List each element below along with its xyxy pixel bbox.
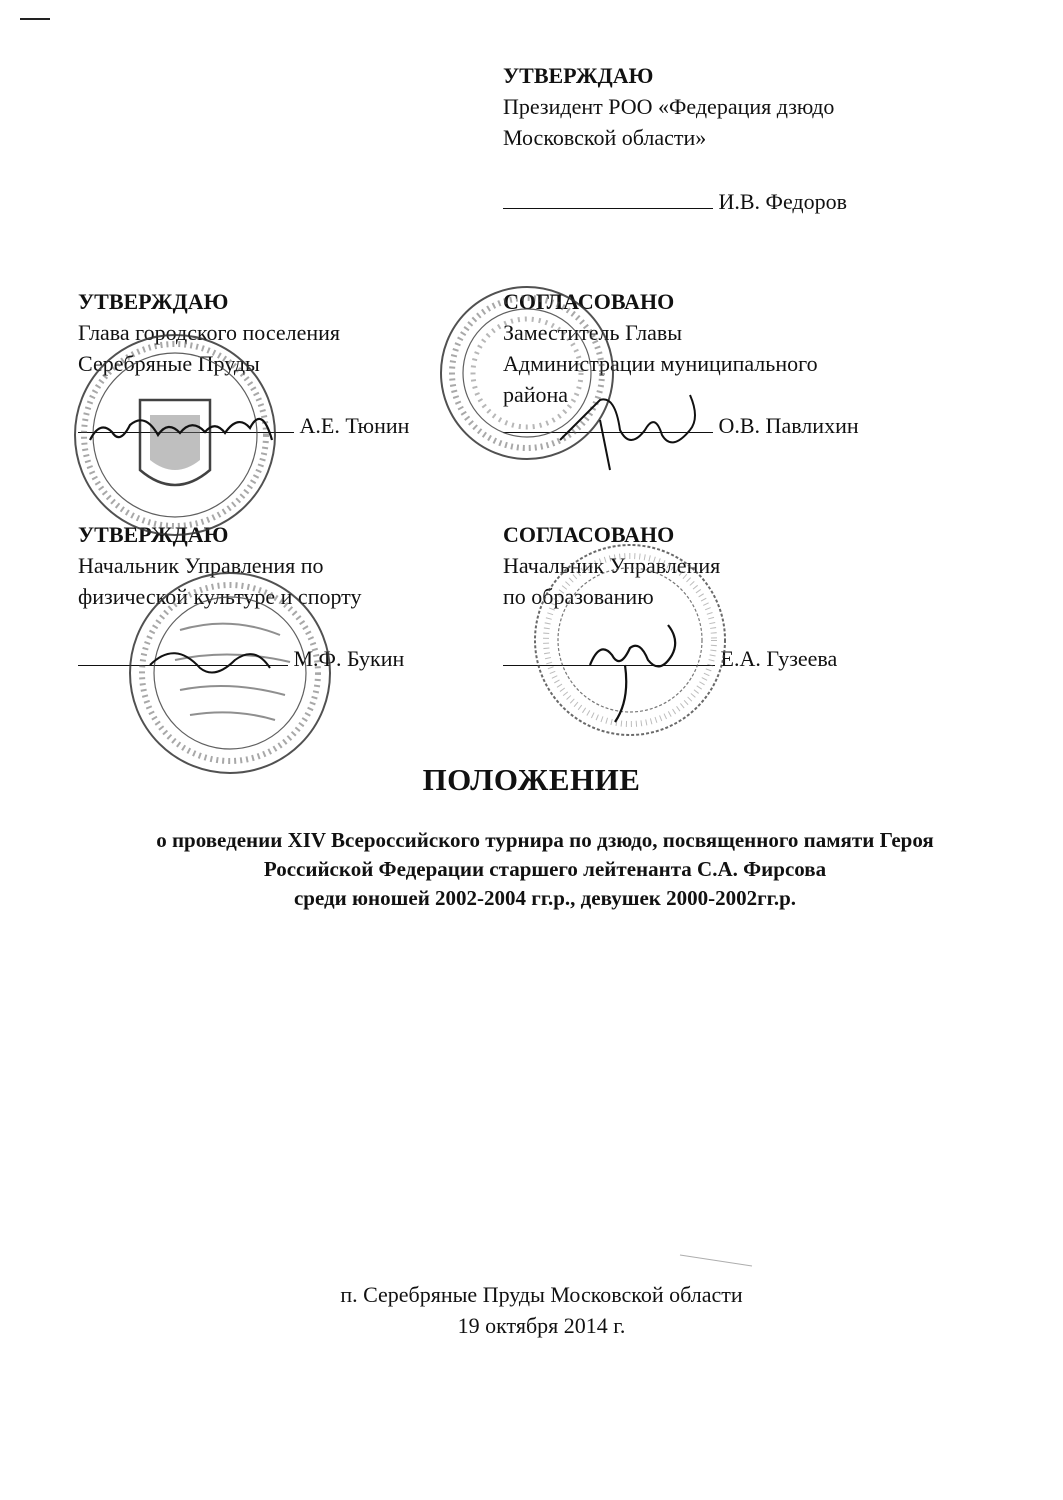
signature-line bbox=[503, 645, 715, 666]
footer-date: 19 октября 2014 г. bbox=[457, 1313, 626, 1338]
signature-line bbox=[503, 412, 713, 433]
agreed-block-education-department bbox=[503, 519, 837, 674]
signature-line bbox=[78, 412, 294, 433]
document-title: ПОЛОЖЕНИЕ bbox=[422, 762, 641, 797]
agreed-position-line: Начальник Управления bbox=[503, 553, 721, 578]
subtitle-line: Российской Федерации старшего лейтенанта С.А. Фирсова bbox=[263, 857, 827, 881]
signature-line bbox=[78, 645, 288, 666]
approval-heading: УТВЕРЖДАЮ bbox=[78, 289, 229, 314]
agreed-position-line: района bbox=[503, 382, 569, 407]
signature-row bbox=[503, 643, 837, 674]
signer-name: Е.А. Гузеева bbox=[720, 646, 838, 671]
approval-position-line: физической культуре и спорту bbox=[78, 584, 362, 609]
signature-row bbox=[78, 410, 409, 441]
approval-position-line: Московской области» bbox=[503, 125, 707, 150]
agreed-position-line: Заместитель Главы bbox=[503, 320, 683, 345]
approval-position-line: Серебряные Пруды bbox=[78, 351, 260, 376]
signer-name: М.Ф. Букин bbox=[293, 646, 405, 671]
approval-block-sport-department bbox=[78, 519, 404, 674]
approval-block-head-settlement bbox=[78, 286, 409, 441]
approval-heading: УТВЕРЖДАЮ bbox=[503, 63, 654, 88]
signer-name: О.В. Павлихин bbox=[718, 413, 859, 438]
scan-artifact bbox=[680, 1255, 752, 1266]
approval-block-president bbox=[503, 60, 847, 217]
footer-place: п. Серебряные Пруды Московской области bbox=[340, 1282, 743, 1307]
approval-position-line: Президент РОО «Федерация дзюдо bbox=[503, 94, 835, 119]
agreed-block-deputy-head bbox=[503, 286, 859, 441]
agreed-position-line: Администрации муниципального bbox=[503, 351, 818, 376]
signature-row bbox=[78, 643, 404, 674]
approval-position-line: Глава городского поселения bbox=[78, 320, 341, 345]
signature-row bbox=[503, 186, 847, 217]
approval-position-line: Начальник Управления по bbox=[78, 553, 324, 578]
signer-name: А.Е. Тюнин bbox=[299, 413, 410, 438]
agreed-heading: СОГЛАСОВАНО bbox=[503, 289, 675, 314]
subtitle-line: о проведении XIV Всероссийского турнира по дзюдо, посвященного памяти Героя bbox=[156, 828, 934, 852]
signer-name: И.В. Федоров bbox=[718, 189, 847, 214]
agreed-position-line: по образованию bbox=[503, 584, 654, 609]
signature-line bbox=[503, 188, 713, 209]
document-subtitle bbox=[60, 826, 1030, 913]
document-footer bbox=[0, 1279, 1063, 1341]
agreed-heading: СОГЛАСОВАНО bbox=[503, 522, 675, 547]
subtitle-line: среди юношей 2002-2004 гг.р., девушек 2000-2002гг.р. bbox=[293, 886, 797, 910]
approval-heading: УТВЕРЖДАЮ bbox=[78, 522, 229, 547]
signature-row bbox=[503, 410, 859, 441]
